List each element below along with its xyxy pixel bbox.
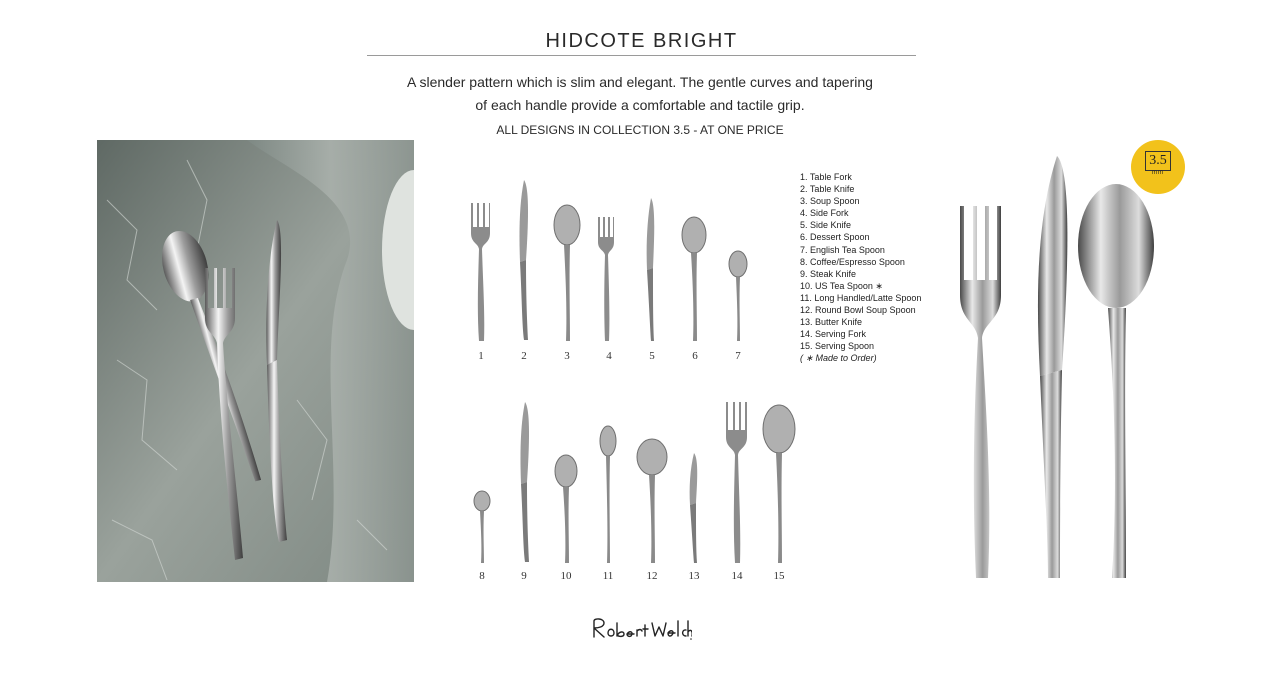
- figure-number-8: 8: [479, 570, 485, 582]
- list-item: 14. Serving Fork: [800, 329, 867, 340]
- badge-unit: mm: [1152, 170, 1164, 176]
- list-item: 9. Steak Knife: [800, 268, 857, 279]
- list-item: 15. Serving Spoon: [800, 341, 875, 352]
- figure-number-11: 11: [602, 570, 614, 582]
- collection-note: ALL DESIGNS IN COLLECTION 3.5 - AT ONE PRICE: [496, 123, 784, 137]
- english-tea-spoon-figure: [727, 250, 749, 343]
- list-item: 11. Long Handled/Latte Spoon: [800, 292, 922, 303]
- title-divider: [367, 55, 916, 56]
- us-tea-spoon-figure: [553, 454, 579, 565]
- hero-cutlery-image: [940, 150, 1170, 590]
- figure-number-1: 1: [478, 350, 484, 362]
- list-item: 2. Table Knife: [800, 184, 855, 195]
- description-line-1: A slender pattern which is slim and elegant. The gentle curves and tapering: [407, 74, 873, 90]
- robert-welch-logo: [588, 615, 692, 643]
- round-bowl-soup-spoon-figure: [636, 437, 668, 565]
- serving-spoon-figure: [761, 403, 797, 565]
- lifestyle-photo: [97, 140, 414, 582]
- figure-number-13: 13: [688, 570, 700, 582]
- list-item: 7. English Tea Spoon: [800, 244, 885, 255]
- serving-fork-figure: [724, 402, 748, 565]
- steak-knife-figure: [515, 402, 533, 565]
- coffee-espresso-spoon-figure: [473, 490, 491, 565]
- figure-number-10: 10: [560, 570, 572, 582]
- list-item: 4. Side Fork: [800, 208, 849, 219]
- list-item: 12. Round Bowl Soup Spoon: [800, 305, 916, 316]
- list-item: 3. Soup Spoon: [800, 196, 860, 207]
- figure-number-14: 14: [731, 570, 743, 582]
- figure-number-4: 4: [606, 350, 612, 362]
- figure-number-3: 3: [564, 350, 570, 362]
- table-knife-figure: [514, 180, 532, 343]
- list-item: 8. Coffee/Espresso Spoon: [800, 256, 905, 267]
- list-item: 13. Butter Knife: [800, 317, 863, 328]
- soup-spoon-figure: [552, 203, 582, 343]
- list-item: 1. Table Fork: [800, 172, 852, 182]
- made-to-order-note: ( ∗ Made to Order): [800, 353, 877, 364]
- figure-number-15: 15: [773, 570, 785, 582]
- side-fork-figure: [597, 217, 615, 343]
- figure-number-9: 9: [521, 570, 527, 582]
- item-list: [800, 171, 921, 365]
- list-item: 6. Dessert Spoon: [800, 232, 870, 243]
- figure-number-6: 6: [692, 350, 698, 362]
- figure-number-7: 7: [735, 350, 741, 362]
- list-item: 5. Side Knife: [800, 220, 852, 231]
- latte-spoon-figure: [598, 425, 618, 565]
- side-knife-figure: [642, 198, 658, 343]
- figure-number-2: 2: [521, 350, 527, 362]
- figure-number-12: 12: [646, 570, 658, 582]
- butter-knife-figure: [685, 453, 701, 565]
- page-title: HIDCOTE BRIGHT: [545, 30, 738, 52]
- list-item: 10. US Tea Spoon ∗: [800, 280, 883, 291]
- description-line-2: of each handle provide a comfortable and tactile grip.: [475, 97, 805, 113]
- figure-number-5: 5: [649, 350, 655, 362]
- table-fork-figure: [469, 203, 491, 343]
- dessert-spoon-figure: [680, 215, 708, 343]
- badge-value: 3.5: [1145, 151, 1171, 171]
